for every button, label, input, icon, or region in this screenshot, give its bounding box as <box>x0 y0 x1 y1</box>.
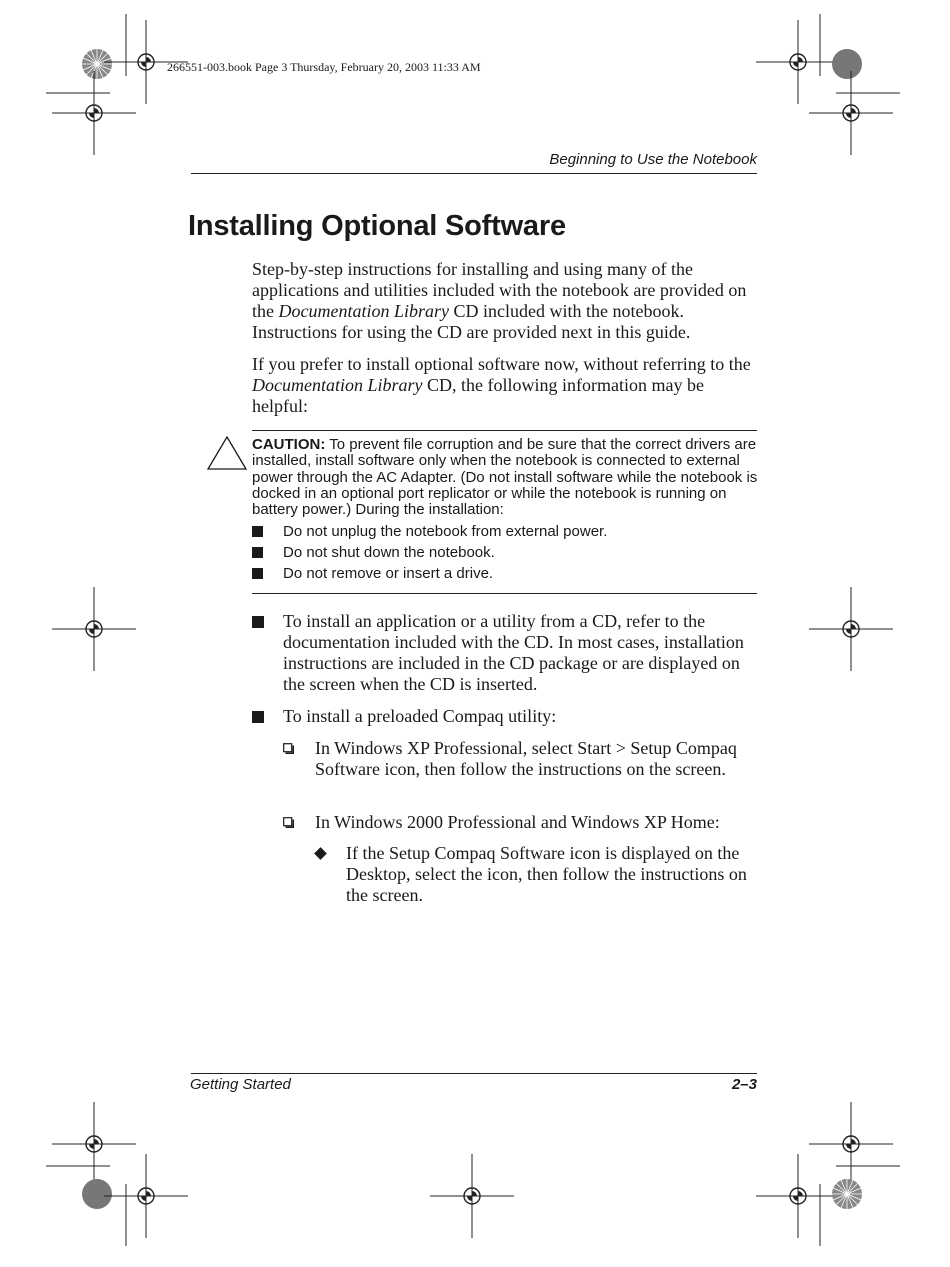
starburst-mark-top-left <box>82 49 112 79</box>
square-bullet-icon <box>252 526 263 537</box>
box-bullet-icon <box>283 743 294 754</box>
square-bullet-icon <box>252 568 263 579</box>
list-item-xp-professional: In Windows XP Professional, select Start > Setup Compaq Software icon, then follow the instructions on the screen. <box>283 738 758 780</box>
print-slug: 266551-003.book Page 3 Thursday, February 20, 2003 11:33 AM <box>167 60 481 74</box>
starburst-mark-bottom-right <box>832 1179 862 1209</box>
list-item-preloaded-utility: To install a preloaded Compaq utility: <box>252 706 758 727</box>
diamond-bullet-icon <box>314 847 327 860</box>
square-bullet-icon <box>252 616 264 628</box>
footer-book-title: Getting Started <box>190 1076 291 1093</box>
list-item-cd-install: To install an application or a utility from a CD, refer to the documentation included with the CD. In most cases, installation instructions are included in the CD package or are displayed on the screen when the CD is inserted. <box>252 611 758 695</box>
square-bullet-icon <box>252 547 263 558</box>
page-title: Installing Optional Software <box>188 210 566 242</box>
list-item-windows-2000: In Windows 2000 Professional and Windows XP Home: <box>283 812 758 833</box>
intro-paragraph-2: If you prefer to install optional software now, without referring to the Documentation Library CD, the following information may be helpful: <box>252 354 751 416</box>
box-bullet-icon <box>283 817 294 828</box>
running-header: Beginning to Use the Notebook <box>549 151 757 168</box>
page-number: 2–3 <box>731 1076 757 1093</box>
intro-paragraph-1: Step-by-step instructions for installing and using many of the applications and utilities included with the notebook are provided on the Documentation Library CD included with the notebook. Instructions for using the CD are provided next in this guide. <box>252 259 747 342</box>
caution-rule-bottom <box>252 593 757 594</box>
list-item-desktop-icon: If the Setup Compaq Software icon is displayed on the Desktop, select the icon, then follow the instructions on the screen. <box>315 843 758 906</box>
square-bullet-icon <box>252 711 264 723</box>
footer-rule <box>191 1073 757 1074</box>
header-rule <box>191 173 757 174</box>
caution-text: CAUTION: To prevent file corruption and be sure that the correct drivers are installed, install software only when the notebook is connected to external power through the AC Adapter. (Do not install software while the notebook is docked in an optional port replicator or while the notebook is running on battery power.) During the installation: <box>252 436 758 519</box>
caution-rule-top <box>252 430 757 431</box>
caution-triangle-icon <box>207 436 247 470</box>
